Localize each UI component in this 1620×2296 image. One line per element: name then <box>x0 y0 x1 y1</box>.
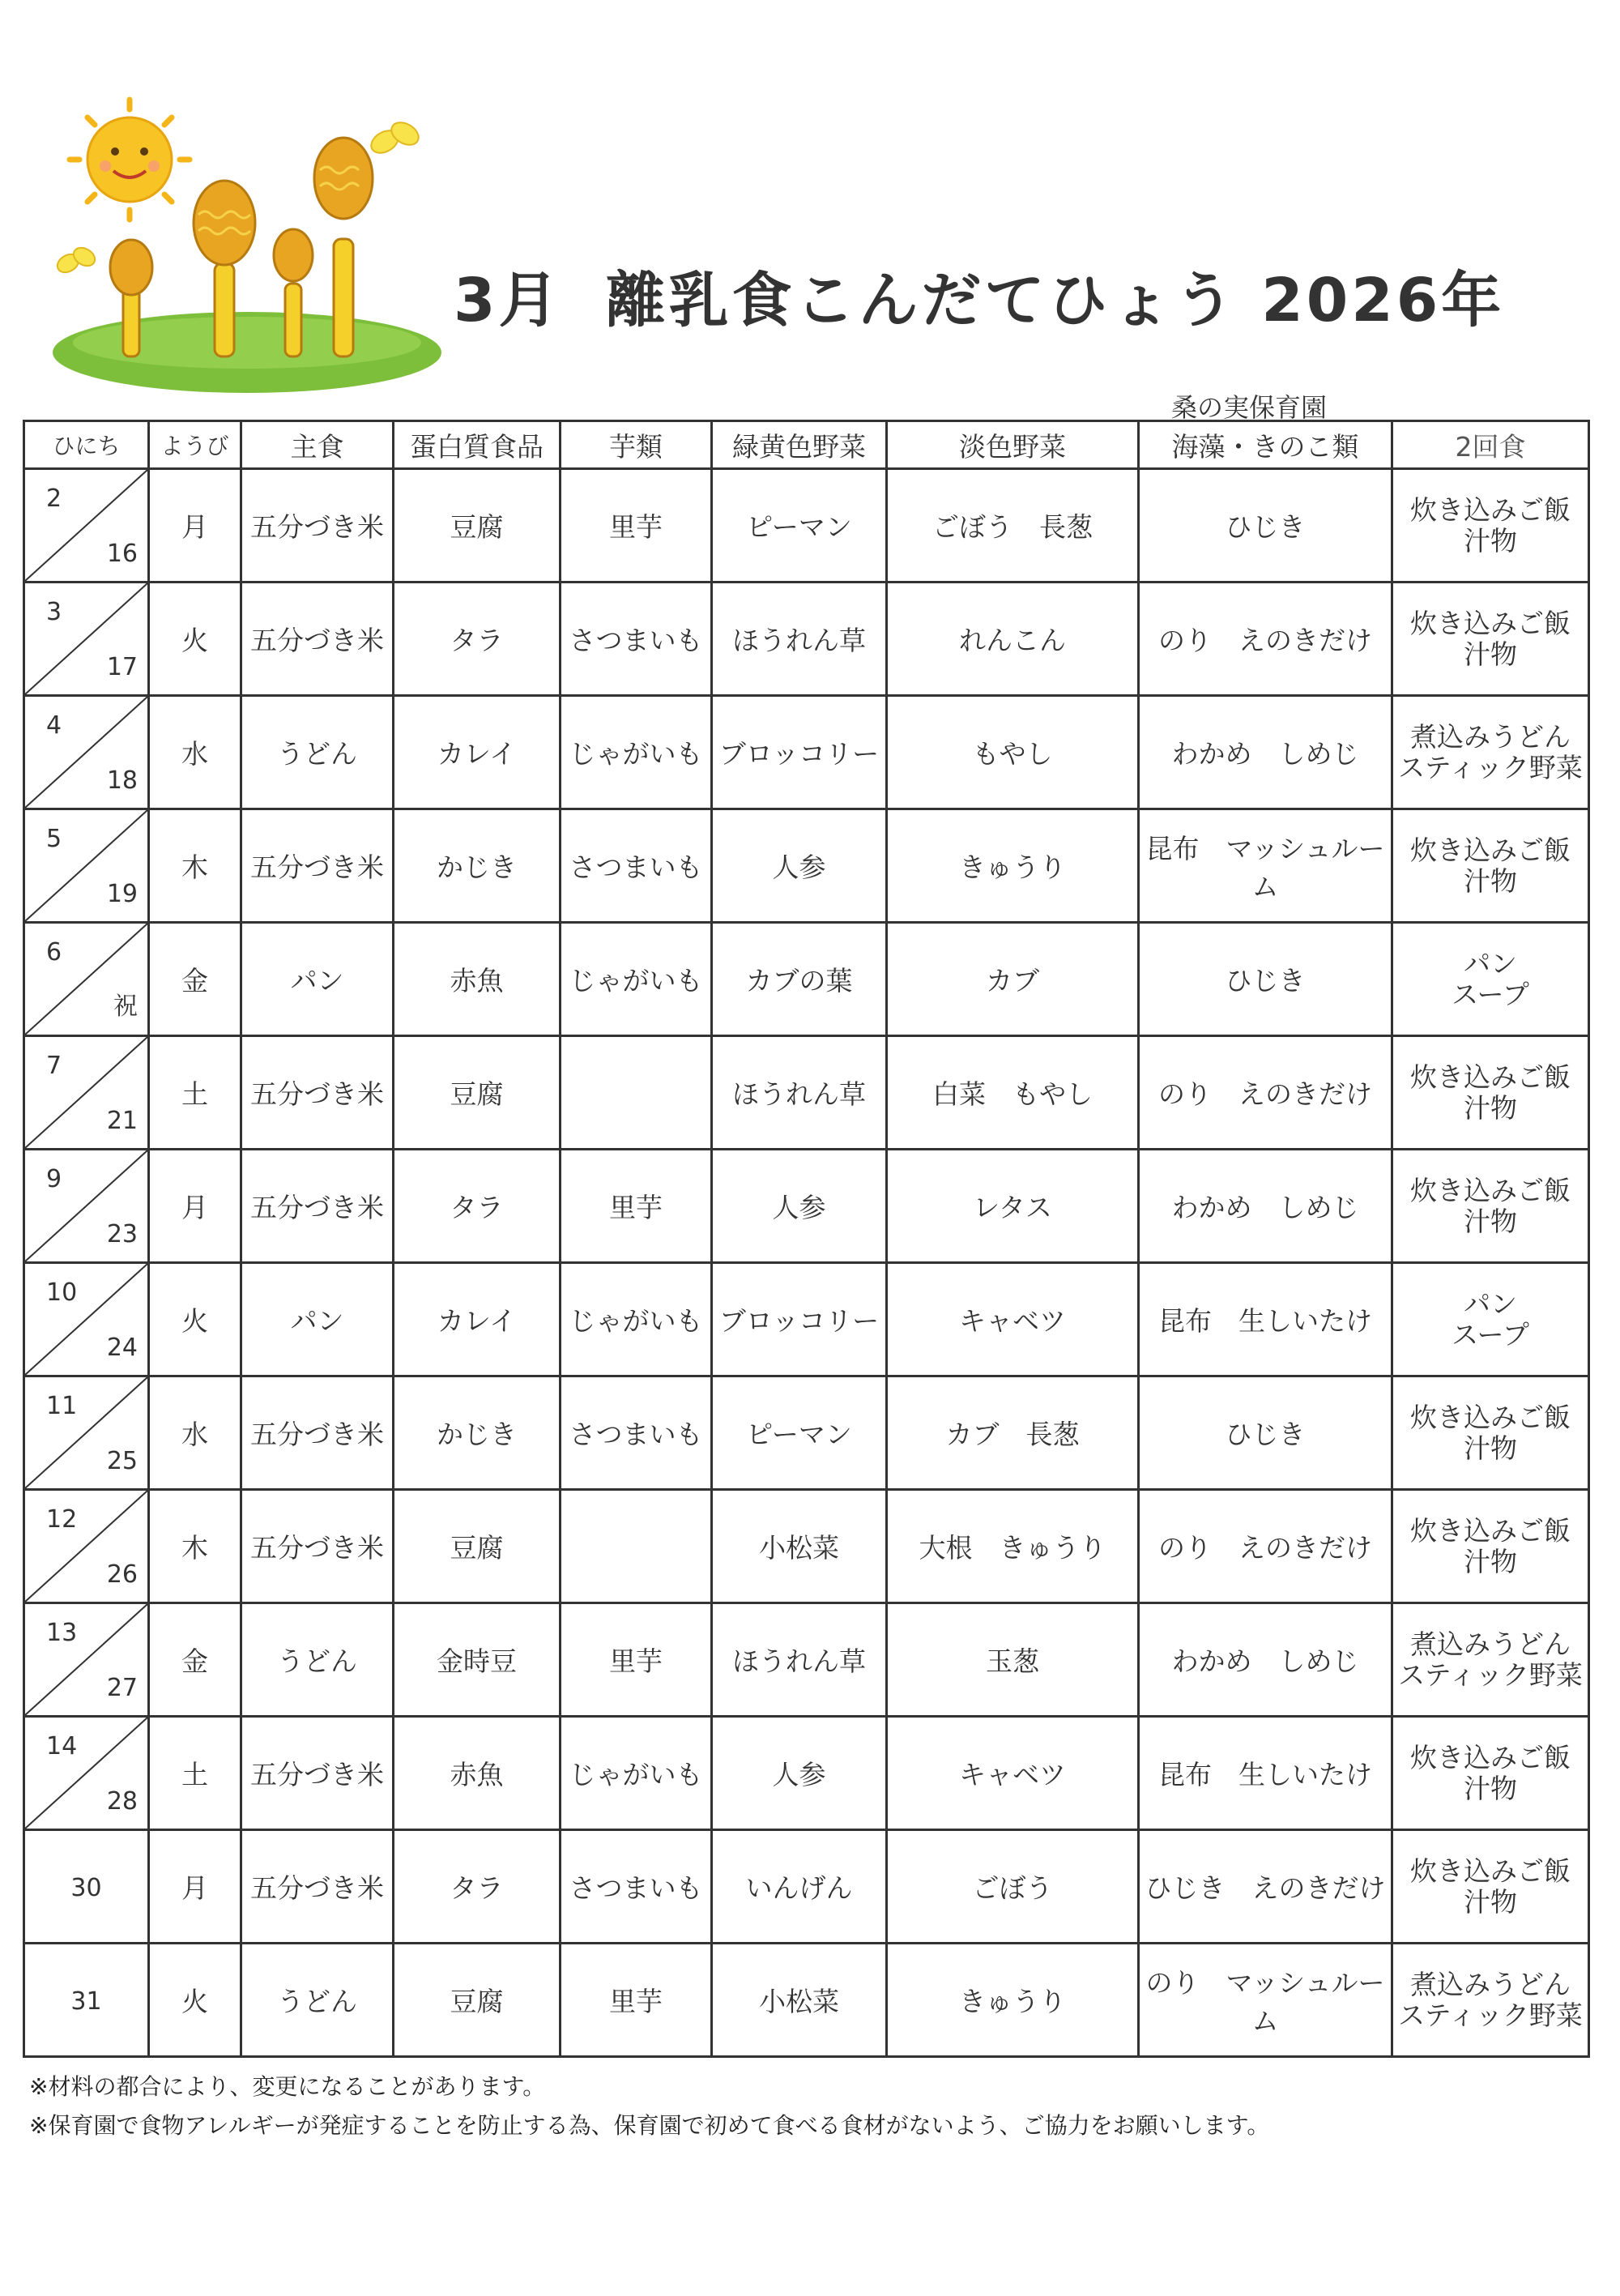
date-first: 13 <box>46 1619 78 1647</box>
staple-cell: 五分づき米 <box>241 1376 394 1490</box>
header-tuber: 芋類 <box>561 421 712 469</box>
second-meal-line: 炊き込みご飯 <box>1410 1061 1571 1093</box>
second-meal-line: 煮込みうどん <box>1410 1968 1571 2000</box>
seaweed-mushroom-cell: わかめ しめじ <box>1139 1150 1392 1263</box>
note-line: ※保育園で食物アレルギーが発症することを防止する為、保育園で初めて食べる食材がないよう、ご協力をお願いします。 <box>29 2112 1270 2139</box>
date-first: 7 <box>46 1052 62 1080</box>
light-veg-cell: 大根 きゅうり <box>887 1490 1139 1603</box>
protein-cell: タラ <box>394 1150 561 1263</box>
protein-cell: かじき <box>394 1376 561 1490</box>
staple-cell: うどん <box>241 1603 394 1717</box>
table-header-row <box>24 421 1589 469</box>
tuber-cell: 里芋 <box>561 1150 712 1263</box>
green-veg-cell: 小松菜 <box>712 1490 887 1603</box>
header-seaweed-mushroom: 海藻・きのこ類 <box>1139 421 1392 469</box>
header-second-meal: 2回食 <box>1392 421 1589 469</box>
date-second: 26 <box>106 1560 138 1589</box>
header-staple: 主食 <box>241 421 394 469</box>
second-meal-line: 汁物 <box>1464 1091 1517 1124</box>
date-first: 9 <box>46 1165 62 1193</box>
second-meal-cell <box>1392 1263 1589 1376</box>
light-veg-cell: レタス <box>887 1150 1139 1263</box>
second-meal-line: パン <box>1464 947 1517 979</box>
second-meal-cell <box>1392 1830 1589 1944</box>
tuber-cell: さつまいも <box>561 1830 712 1944</box>
green-veg-cell: ほうれん草 <box>712 1036 887 1150</box>
date-cell <box>24 696 149 809</box>
second-meal-line: パン <box>1464 1287 1517 1320</box>
tuber-cell: じゃがいも <box>561 923 712 1036</box>
weekday-cell: 火 <box>149 1263 241 1376</box>
seaweed-mushroom-cell: のり えのきだけ <box>1139 583 1392 696</box>
date-cell <box>24 1830 149 1944</box>
weekday-cell: 火 <box>149 1944 241 2057</box>
protein-cell: 赤魚 <box>394 1717 561 1830</box>
header-light-veg: 淡色野菜 <box>887 421 1139 469</box>
second-meal-line: 汁物 <box>1464 1205 1517 1237</box>
seaweed-mushroom-cell: わかめ しめじ <box>1139 1603 1392 1717</box>
date-first: 5 <box>46 825 62 853</box>
date-single: 30 <box>70 1874 102 1902</box>
second-meal-line: 煮込みうどん <box>1410 720 1571 753</box>
light-veg-cell: きゅうり <box>887 809 1139 923</box>
staple-cell: 五分づき米 <box>241 1490 394 1603</box>
date-cell <box>24 923 149 1036</box>
second-meal-cell <box>1392 696 1589 809</box>
date-cell <box>24 1376 149 1490</box>
weekday-cell: 金 <box>149 1603 241 1717</box>
second-meal-line: 炊き込みご飯 <box>1410 607 1571 639</box>
date-cell <box>24 809 149 923</box>
seaweed-mushroom-cell: 昆布 生しいたけ <box>1139 1717 1392 1830</box>
date-second: 19 <box>106 880 138 908</box>
staple-cell: うどん <box>241 1944 394 2057</box>
staple-cell: 五分づき米 <box>241 1036 394 1150</box>
second-meal-line: スープ <box>1452 1318 1529 1351</box>
second-meal-line: スープ <box>1452 978 1529 1010</box>
second-meal-line: 汁物 <box>1464 1772 1517 1804</box>
second-meal-cell <box>1392 1490 1589 1603</box>
light-veg-cell: れんこん <box>887 583 1139 696</box>
protein-cell: 豆腐 <box>394 1944 561 2057</box>
light-veg-cell: カブ 長葱 <box>887 1376 1139 1490</box>
light-veg-cell: 玉葱 <box>887 1603 1139 1717</box>
seaweed-mushroom-cell: ひじき <box>1139 923 1392 1036</box>
second-meal-line: 汁物 <box>1464 1545 1517 1577</box>
second-meal-line: スティック野菜 <box>1398 751 1583 783</box>
page-title: 3月 離乳食こんだてひょう 2026年 <box>454 266 1505 335</box>
date-second: 16 <box>106 540 138 568</box>
second-meal-line: スティック野菜 <box>1398 1999 1583 2031</box>
second-meal-line: 汁物 <box>1464 638 1517 670</box>
date-second: 23 <box>106 1220 138 1248</box>
protein-cell: 豆腐 <box>394 1490 561 1603</box>
second-meal-line: 炊き込みご飯 <box>1410 1401 1571 1433</box>
date-cell <box>24 1717 149 1830</box>
weekday-cell: 土 <box>149 1717 241 1830</box>
light-veg-cell: きゅうり <box>887 1944 1139 2057</box>
date-cell <box>24 469 149 583</box>
date-second: 28 <box>106 1787 138 1816</box>
date-first: 11 <box>46 1392 78 1420</box>
tuber-cell: さつまいも <box>561 583 712 696</box>
light-veg-cell: キャベツ <box>887 1717 1139 1830</box>
light-veg-cell: カブ <box>887 923 1139 1036</box>
second-meal-cell <box>1392 1717 1589 1830</box>
weekday-cell: 月 <box>149 1830 241 1944</box>
date-first: 14 <box>46 1732 78 1760</box>
staple-cell: うどん <box>241 696 394 809</box>
second-meal-line: 汁物 <box>1464 864 1517 897</box>
date-cell <box>24 583 149 696</box>
note-line: ※材料の都合により、変更になることがあります。 <box>29 2073 546 2100</box>
date-first: 4 <box>46 711 62 740</box>
seaweed-mushroom-cell: のり マッシュルーム <box>1139 1944 1392 2057</box>
second-meal-line: 炊き込みご飯 <box>1410 493 1571 526</box>
staple-cell: 五分づき米 <box>241 809 394 923</box>
tuber-cell: 里芋 <box>561 1944 712 2057</box>
protein-cell: タラ <box>394 1830 561 1944</box>
date-second: 24 <box>106 1334 138 1362</box>
table-row <box>24 1263 1589 1376</box>
staple-cell: パン <box>241 923 394 1036</box>
date-single: 31 <box>70 1987 102 2016</box>
date-first: 3 <box>46 598 62 626</box>
green-veg-cell: ブロッコリー <box>712 696 887 809</box>
green-veg-cell: ほうれん草 <box>712 583 887 696</box>
table-row <box>24 1830 1589 1944</box>
light-veg-cell: ごぼう <box>887 1830 1139 1944</box>
date-cell <box>24 1603 149 1717</box>
second-meal-line: 炊き込みご飯 <box>1410 1174 1571 1206</box>
second-meal-cell <box>1392 583 1589 696</box>
light-veg-cell: もやし <box>887 696 1139 809</box>
staple-cell: 五分づき米 <box>241 1150 394 1263</box>
sun-mushroom-illustration <box>32 85 454 401</box>
table-row <box>24 469 1589 583</box>
tuber-cell <box>561 1036 712 1150</box>
staple-cell: 五分づき米 <box>241 1830 394 1944</box>
weekday-cell: 木 <box>149 809 241 923</box>
sun-icon <box>70 100 190 220</box>
date-cell <box>24 1263 149 1376</box>
weekday-cell: 水 <box>149 1376 241 1490</box>
light-veg-cell: キャベツ <box>887 1263 1139 1376</box>
seaweed-mushroom-cell: 昆布 生しいたけ <box>1139 1263 1392 1376</box>
seaweed-mushroom-cell: ひじき <box>1139 1376 1392 1490</box>
date-first: 12 <box>46 1505 78 1534</box>
header-date: ひにち <box>24 421 149 469</box>
tuber-cell: 里芋 <box>561 469 712 583</box>
second-meal-cell <box>1392 469 1589 583</box>
date-second: 祝 <box>113 992 138 1021</box>
table-row <box>24 696 1589 809</box>
date-second: 21 <box>106 1107 138 1135</box>
protein-cell: 豆腐 <box>394 1036 561 1150</box>
green-veg-cell: いんげん <box>712 1830 887 1944</box>
tuber-cell: じゃがいも <box>561 696 712 809</box>
tuber-cell: じゃがいも <box>561 1263 712 1376</box>
second-meal-line: 煮込みうどん <box>1410 1628 1571 1660</box>
second-meal-cell <box>1392 1150 1589 1263</box>
weekday-cell: 土 <box>149 1036 241 1150</box>
green-veg-cell: 人参 <box>712 1150 887 1263</box>
second-meal-line: 炊き込みご飯 <box>1410 1514 1571 1547</box>
date-second: 27 <box>106 1674 138 1702</box>
table-row <box>24 1944 1589 2057</box>
protein-cell: カレイ <box>394 1263 561 1376</box>
second-meal-line: 汁物 <box>1464 524 1517 557</box>
header-green-veg: 緑黄色野菜 <box>712 421 887 469</box>
seaweed-mushroom-cell: 昆布 マッシュルーム <box>1139 809 1392 923</box>
header-protein: 蛋白質食品 <box>394 421 561 469</box>
green-veg-cell: カブの葉 <box>712 923 887 1036</box>
protein-cell: カレイ <box>394 696 561 809</box>
green-veg-cell: 人参 <box>712 1717 887 1830</box>
weekday-cell: 月 <box>149 469 241 583</box>
header-weekday: ようび <box>149 421 241 469</box>
table-row <box>24 1376 1589 1490</box>
tuber-cell: さつまいも <box>561 1376 712 1490</box>
green-veg-cell: ピーマン <box>712 469 887 583</box>
date-cell <box>24 1036 149 1150</box>
seaweed-mushroom-cell: ひじき <box>1139 469 1392 583</box>
tuber-cell: じゃがいも <box>561 1717 712 1830</box>
weekday-cell: 木 <box>149 1490 241 1603</box>
green-veg-cell: ブロッコリー <box>712 1263 887 1376</box>
date-cell <box>24 1150 149 1263</box>
seaweed-mushroom-cell: わかめ しめじ <box>1139 696 1392 809</box>
staple-cell: 五分づき米 <box>241 469 394 583</box>
table-row <box>24 1490 1589 1603</box>
second-meal-cell <box>1392 809 1589 923</box>
second-meal-cell <box>1392 1036 1589 1150</box>
weekday-cell: 火 <box>149 583 241 696</box>
seaweed-mushroom-cell: のり えのきだけ <box>1139 1490 1392 1603</box>
date-first: 6 <box>46 938 62 967</box>
second-meal-cell <box>1392 1603 1589 1717</box>
date-first: 10 <box>46 1278 78 1307</box>
green-veg-cell: 小松菜 <box>712 1944 887 2057</box>
menu-table <box>23 420 1590 2058</box>
date-second: 25 <box>106 1447 138 1475</box>
table-row <box>24 1603 1589 1717</box>
green-veg-cell: ピーマン <box>712 1376 887 1490</box>
date-second: 17 <box>106 653 138 681</box>
tuber-cell <box>561 1490 712 1603</box>
weekday-cell: 金 <box>149 923 241 1036</box>
table-row <box>24 1717 1589 1830</box>
protein-cell: 金時豆 <box>394 1603 561 1717</box>
second-meal-cell <box>1392 923 1589 1036</box>
table-row <box>24 923 1589 1036</box>
notes <box>29 2068 1269 2145</box>
school-name: 桑の実保育園 <box>1171 392 1328 423</box>
table-row <box>24 1036 1589 1150</box>
second-meal-cell <box>1392 1944 1589 2057</box>
second-meal-line: スティック野菜 <box>1398 1658 1583 1691</box>
protein-cell: 赤魚 <box>394 923 561 1036</box>
table-row <box>24 809 1589 923</box>
light-veg-cell: 白菜 もやし <box>887 1036 1139 1150</box>
second-meal-line: 汁物 <box>1464 1885 1517 1918</box>
table-row <box>24 1150 1589 1263</box>
table-row <box>24 583 1589 696</box>
date-second: 18 <box>106 766 138 795</box>
date-cell <box>24 1944 149 2057</box>
tuber-cell: さつまいも <box>561 809 712 923</box>
light-veg-cell: ごぼう 長葱 <box>887 469 1139 583</box>
weekday-cell: 水 <box>149 696 241 809</box>
second-meal-line: 炊き込みご飯 <box>1410 1854 1571 1887</box>
protein-cell: 豆腐 <box>394 469 561 583</box>
protein-cell: タラ <box>394 583 561 696</box>
second-meal-cell <box>1392 1376 1589 1490</box>
weekday-cell: 月 <box>149 1150 241 1263</box>
second-meal-line: 汁物 <box>1464 1432 1517 1464</box>
staple-cell: 五分づき米 <box>241 1717 394 1830</box>
date-cell <box>24 1490 149 1603</box>
tuber-cell: 里芋 <box>561 1603 712 1717</box>
date-first: 2 <box>46 484 62 513</box>
green-veg-cell: ほうれん草 <box>712 1603 887 1717</box>
seaweed-mushroom-cell: のり えのきだけ <box>1139 1036 1392 1150</box>
second-meal-line: 炊き込みご飯 <box>1410 834 1571 866</box>
green-veg-cell: 人参 <box>712 809 887 923</box>
staple-cell: 五分づき米 <box>241 583 394 696</box>
seaweed-mushroom-cell: ひじき えのきだけ <box>1139 1830 1392 1944</box>
staple-cell: パン <box>241 1263 394 1376</box>
second-meal-line: 炊き込みご飯 <box>1410 1741 1571 1773</box>
protein-cell: かじき <box>394 809 561 923</box>
